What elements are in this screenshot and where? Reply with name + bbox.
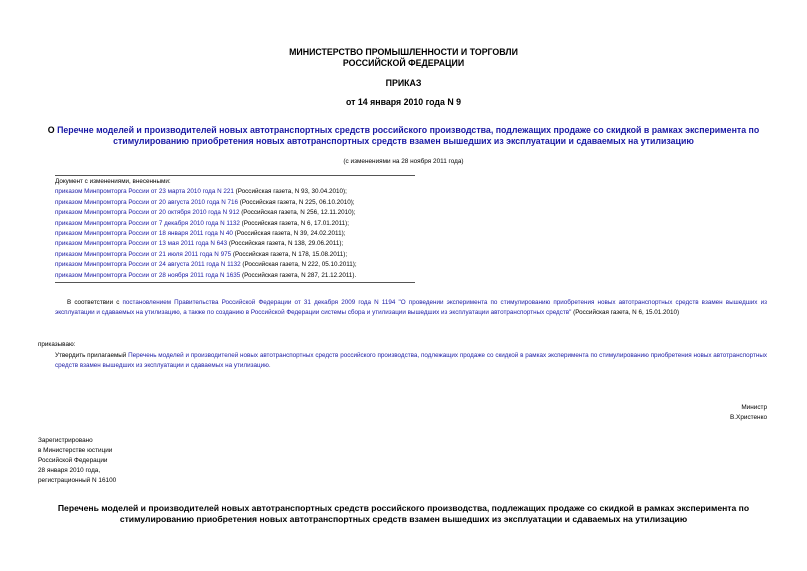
ministry-heading [0, 47, 807, 69]
change-link[interactable]: приказом Минпромторга России от 20 октября 2010 года N 912 [55, 209, 240, 217]
change-source: (Российская газета, N 178, 15.08.2011); [231, 250, 348, 258]
change-link[interactable]: приказом Минпромторга России от 7 декабря 2010 года N 1132 [55, 219, 240, 227]
p1-link[interactable]: постановлением Правительства Российской Федерации от 31 декабря 2009 года N 1194 "О проведении эксперимента по стимулированию приобретения новых автотранспортных средств взамен вышедших из эксплуатации и сдаваемых на утилизацию, а также по созданию в Российской Федерации системы сбора и утилизации вышедших из эксплуатации автотранспортных средств" [55, 299, 767, 316]
changes-bottom-rule [55, 282, 415, 283]
p2-link[interactable]: Перечень моделей и производителей новых автотранспортных средств российского производства, подлежащих продаже со скидкой в рамках эксперимента по стимулированию приобретения новых автотранспортных средств взамен вышедших из эксплуатации и сдаваемых на утилизацию. [55, 352, 767, 369]
p1-end: (Российская газета, N 6, 15.01.2010) [571, 309, 680, 316]
appendix-title: Перечень моделей и производителей новых автотранспортных средств российского производства, подлежащих продаже со скидкой в рамках эксперимента по стимулированию приобретения новых автотранспортных средств взамен вышедших из эксплуатации и сдаваемых на утилизацию [57, 503, 750, 524]
doc-type: ПРИКАЗ [385, 78, 422, 88]
order-word: приказываю: [38, 341, 76, 348]
change-source: (Российская газета, N 93, 30.04.2010); [233, 188, 347, 196]
change-source: (Российская газета, N 287, 21.12.2011). [240, 271, 357, 279]
registration-line: 28 января 2010 года, [38, 467, 101, 474]
change-item [55, 271, 357, 281]
change-item [55, 219, 357, 229]
changes-list [55, 177, 357, 281]
ministry-line-1: МИНИСТЕРСТВО ПРОМЫШЛЕННОСТИ И ТОРГОВЛИ [289, 47, 518, 57]
change-link[interactable]: приказом Минпромторга России от 28 ноября 2011 года N 1635 [55, 271, 241, 279]
change-link[interactable]: приказом Минпромторга России от 20 августа 2010 года N 716 [55, 198, 239, 206]
changes-top-rule [55, 175, 415, 176]
change-item [55, 229, 357, 239]
paragraph-basis [55, 298, 767, 318]
change-item [55, 239, 357, 249]
change-source: (Российская газета, N 222, 05.10.2011); [240, 261, 357, 269]
change-item [55, 187, 357, 197]
title-prefix: О [47, 125, 55, 135]
document-title [30, 125, 777, 147]
signature-block [730, 403, 767, 423]
paragraph-approve [55, 351, 767, 371]
change-source: (Российская газета, N 138, 29.06.2011); [227, 240, 344, 248]
change-source: (Российская газета, N 39, 24.02.2011); [232, 230, 346, 238]
ministry-line-2: РОССИЙСКОЙ ФЕДЕРАЦИИ [342, 58, 465, 68]
change-item [55, 208, 357, 218]
registration-line: регистрационный N 16100 [38, 477, 117, 484]
change-source: (Российская газета, N 256, 12.11.2010); [239, 209, 356, 217]
change-link[interactable]: приказом Минпромторга России от 18 января 2011 года N 40 [55, 230, 233, 238]
change-item [55, 198, 357, 208]
doc-date: от 14 января 2010 года N 9 [345, 97, 462, 107]
amended-note: (с изменениями на 28 ноября 2011 года) [343, 158, 464, 165]
signature-position: Министр [741, 404, 767, 411]
change-link[interactable]: приказом Минпромторга России от 23 марта 2010 года N 221 [55, 188, 234, 196]
change-source: (Российская газета, N 225, 06.10.2010); [238, 198, 355, 206]
registration-block [38, 436, 116, 486]
change-source: (Российская газета, N 6, 17.01.2011); [239, 219, 349, 227]
change-item [55, 260, 357, 270]
registration-line: в Министерстве юстиции [38, 447, 113, 454]
registration-line: Зарегистрировано [38, 437, 93, 444]
registration-line: Российской Федерации [38, 457, 108, 464]
signature-name: В.Христенко [730, 414, 767, 421]
changes-intro: Документ с изменениями, внесенными: [55, 178, 171, 185]
p1-start: В соответствии с [67, 299, 123, 306]
p2-start: Утвердить прилагаемый [55, 352, 129, 359]
change-item [55, 250, 357, 260]
change-link[interactable]: приказом Минпромторга России от 24 августа 2011 года N 1132 [55, 261, 241, 269]
change-link[interactable]: приказом Минпромторга России от 21 июля 2011 года N 975 [55, 250, 232, 258]
change-link[interactable]: приказом Минпромторга России от 13 мая 2011 года N 643 [55, 240, 228, 248]
title-link[interactable]: Перечне моделей и производителей новых автотранспортных средств российского производства, подлежащих продаже со скидкой в рамках эксперимента по стимулированию приобретения новых автотранспортных средств взамен вышедших из эксплуатации и сдаваемых на утилизацию [57, 125, 760, 146]
